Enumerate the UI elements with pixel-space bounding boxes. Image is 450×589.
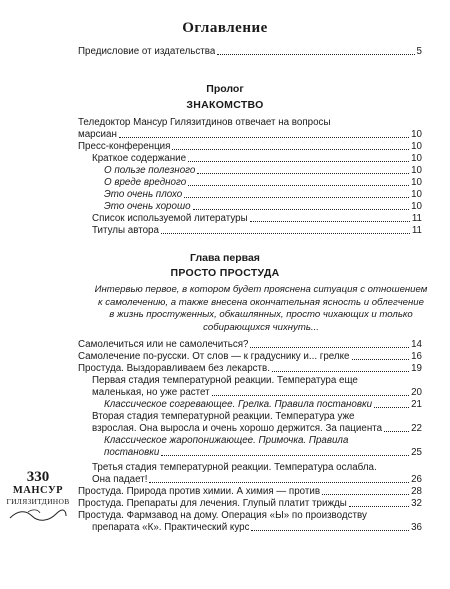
toc-entry-ch1-5-cont[interactable] [92,423,422,435]
entry-page: 10 [411,201,422,212]
prologue-title: ЗНАКОМСТВО [186,99,264,111]
leader-dots [149,482,409,483]
entry-title: Теледоктор Мансур Гилязитдинов отвечает на вопросы [78,117,331,128]
entry-page: 11 [411,225,422,236]
entry-page: 22 [411,423,422,434]
logo-surname: ГИЛЯЗИТДИНОВ [6,497,70,506]
entry-title: Это очень хорошо [104,201,191,212]
leader-dots [322,494,409,495]
toc-entry-ch1-10[interactable] [78,510,367,522]
entry-page: 10 [411,153,422,164]
toc-entry-prologue-7[interactable] [92,213,422,225]
prologue-label: Пролог [206,83,244,95]
entry-title: О пользе полезного [104,165,196,176]
entry-title: Простуда. Выздоравливаем без лекарств. [78,363,270,374]
entry-page: 10 [411,165,422,176]
entry-title-continuation: Она падает! [92,474,148,485]
leader-dots [250,347,409,348]
toc-entry-ch1-2[interactable] [78,363,422,375]
entry-title-continuation: марсиан [78,129,117,140]
toc-entry-prologue-6[interactable] [104,201,422,213]
entry-page: 5 [416,46,422,57]
entry-title: Самолечиться или не самолечиться? [78,339,249,350]
entry-page: 20 [411,387,422,398]
entry-page: 16 [411,351,422,362]
leader-dots [374,407,409,408]
entry-page: 21 [411,399,422,410]
entry-title-continuation: маленькая, но уже растет [92,387,210,398]
entry-title-continuation: постановки [104,447,160,458]
entry-title: Титулы автора [92,225,159,236]
toc-entry-preface[interactable] [78,46,422,58]
toc-entry-ch1-10-cont[interactable] [92,522,422,534]
entry-page: 10 [411,141,422,152]
leader-dots [184,197,409,198]
toc-entry-ch1-6[interactable] [104,435,348,447]
entry-title: Предисловие от издательства [78,46,216,57]
toc-entry-ch1-8[interactable] [78,486,422,498]
entry-title: Это очень плохо [104,189,183,200]
chapter1-title: ПРОСТО ПРОСТУДА [170,267,280,279]
entry-page: 10 [411,189,422,200]
page-number: 330 [26,469,50,485]
leader-dots [352,359,410,360]
entry-page: 36 [411,522,422,533]
leader-dots [172,149,409,150]
toc-entry-ch1-3-cont[interactable] [92,387,422,399]
toc-entry-ch1-4[interactable] [104,399,422,411]
entry-title: Краткое содержание [92,153,187,164]
chapter1-intro [78,284,444,334]
entry-title: Простуда. Природа против химии. А химия — против [78,486,321,497]
leader-dots [119,137,409,138]
entry-page: 11 [411,213,422,224]
intro-line: к самолечению, а также внесена окончательная ясность и облегчение [98,296,424,308]
entry-page: 28 [411,486,422,497]
entry-title: Простуда. Фармзавод на дому. Операция «Ы» по производству [78,510,367,521]
entry-title-continuation: препарата «К». Практический курс [92,522,250,533]
toc-entry-ch1-0[interactable] [78,339,422,351]
entry-title: Вторая стадия температурной реакции. Температура уже [92,411,355,422]
toc-heading: Оглавление [182,20,268,36]
toc-entry-ch1-9[interactable] [78,498,422,510]
entry-page: 10 [411,177,422,188]
toc-entry-ch1-6-cont[interactable] [104,447,422,459]
entry-title: Список используемой литературы [92,213,248,224]
entry-title: О вреде вредного [104,177,187,188]
leader-dots [217,54,414,55]
toc-entry-ch1-5[interactable] [92,411,354,423]
entry-title: Самолечение по-русски. От слов — к градуснику и... грелке [78,351,350,362]
entry-page: 32 [411,498,422,509]
intro-line: Интервью первое, в котором будет прояснена ситуация с отношением [94,284,428,295]
entry-title: Классическое жаропонижающее. Примочка. Правила [104,435,349,446]
swirl-ornament-icon [8,508,68,522]
leader-dots [349,506,409,507]
toc-entry-ch1-1[interactable] [78,351,422,363]
entry-page: 14 [411,339,422,350]
entry-title: Первая стадия температурной реакции. Температура еще [92,375,358,386]
toc-entry-prologue-0[interactable] [78,117,331,129]
toc-entry-prologue-5[interactable] [104,189,422,201]
entry-page: 19 [411,363,422,374]
toc-entry-ch1-3[interactable] [92,375,358,387]
chapter1-label: Глава первая [190,252,260,264]
leader-dots [188,161,409,162]
toc-entry-ch1-7[interactable] [92,462,377,474]
leader-dots [272,371,409,372]
entry-title: Простуда. Препараты для лечения. Глупый платит трижды [78,498,347,509]
entry-title: Классическое согревающее. Грелка. Правила постановки [104,399,373,410]
entry-page: 10 [411,129,422,140]
leader-dots [384,431,409,432]
toc-entry-prologue-8[interactable] [92,225,422,237]
toc-entry-ch1-7-cont[interactable] [92,474,422,486]
logo-name: МАНСУР [12,485,64,496]
leader-dots [197,173,409,174]
leader-dots [212,395,409,396]
entry-page: 26 [411,474,422,485]
leader-dots [161,455,409,456]
leader-dots [161,233,410,234]
entry-title: Третья стадия температурной реакции. Температура ослабла. [92,462,377,473]
toc-entry-prologue-3[interactable] [104,165,422,177]
toc-entry-prologue-0-cont[interactable] [78,129,422,141]
leader-dots [250,221,410,222]
toc-entry-prologue-4[interactable] [104,177,422,189]
author-logo [2,470,74,532]
entry-title-continuation: взрослая. Она выросла и очень хорошо держится. За пациента [92,423,383,434]
leader-dots [188,185,409,186]
toc-entry-prologue-1[interactable] [78,141,422,153]
entry-page: 25 [411,447,422,458]
intro-line: в жизнь простуженных, обкашлянных, просто чихающих и только [109,309,413,320]
entry-title: Пресс-конференция [78,141,171,152]
leader-dots [193,209,410,210]
intro-line: собирающихся чихнуть... [203,321,319,333]
toc-entry-prologue-2[interactable] [92,153,422,165]
leader-dots [251,530,409,531]
